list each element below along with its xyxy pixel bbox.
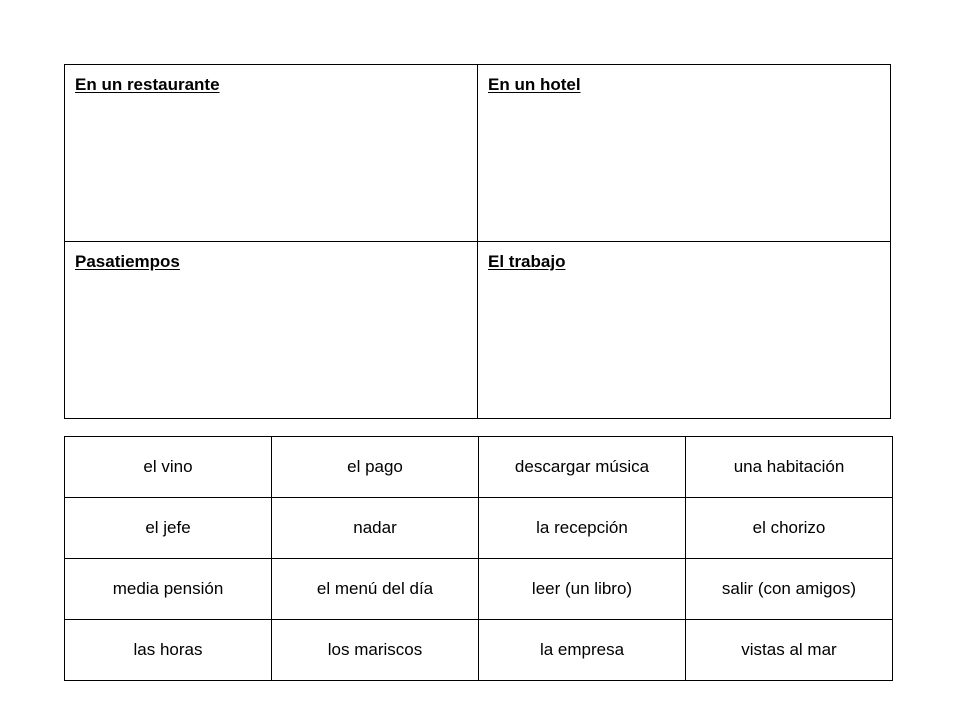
word-cell: la empresa [479, 620, 686, 681]
category-cell-work [478, 242, 891, 419]
word-row [65, 620, 893, 681]
word-cell: las horas [65, 620, 272, 681]
category-grid [64, 64, 891, 419]
word-cell: media pensión [65, 559, 272, 620]
word-row [65, 559, 893, 620]
word-row [65, 437, 893, 498]
category-title: En un restaurante [75, 75, 220, 94]
word-row [65, 498, 893, 559]
word-cell: el vino [65, 437, 272, 498]
category-cell-restaurant [65, 65, 478, 242]
word-cell: vistas al mar [686, 620, 893, 681]
word-cell: la recepción [479, 498, 686, 559]
word-grid [64, 436, 893, 681]
category-title: El trabajo [488, 252, 566, 271]
category-title: En un hotel [488, 75, 581, 94]
category-row [65, 65, 891, 242]
word-cell: leer (un libro) [479, 559, 686, 620]
category-row [65, 242, 891, 419]
word-cell: nadar [272, 498, 479, 559]
word-cell: el menú del día [272, 559, 479, 620]
word-cell: el jefe [65, 498, 272, 559]
category-cell-hobbies [65, 242, 478, 419]
word-cell: el chorizo [686, 498, 893, 559]
word-cell: los mariscos [272, 620, 479, 681]
word-cell: descargar música [479, 437, 686, 498]
word-cell: una habitación [686, 437, 893, 498]
word-cell: el pago [272, 437, 479, 498]
word-cell: salir (con amigos) [686, 559, 893, 620]
category-title: Pasatiempos [75, 252, 180, 271]
category-cell-hotel [478, 65, 891, 242]
